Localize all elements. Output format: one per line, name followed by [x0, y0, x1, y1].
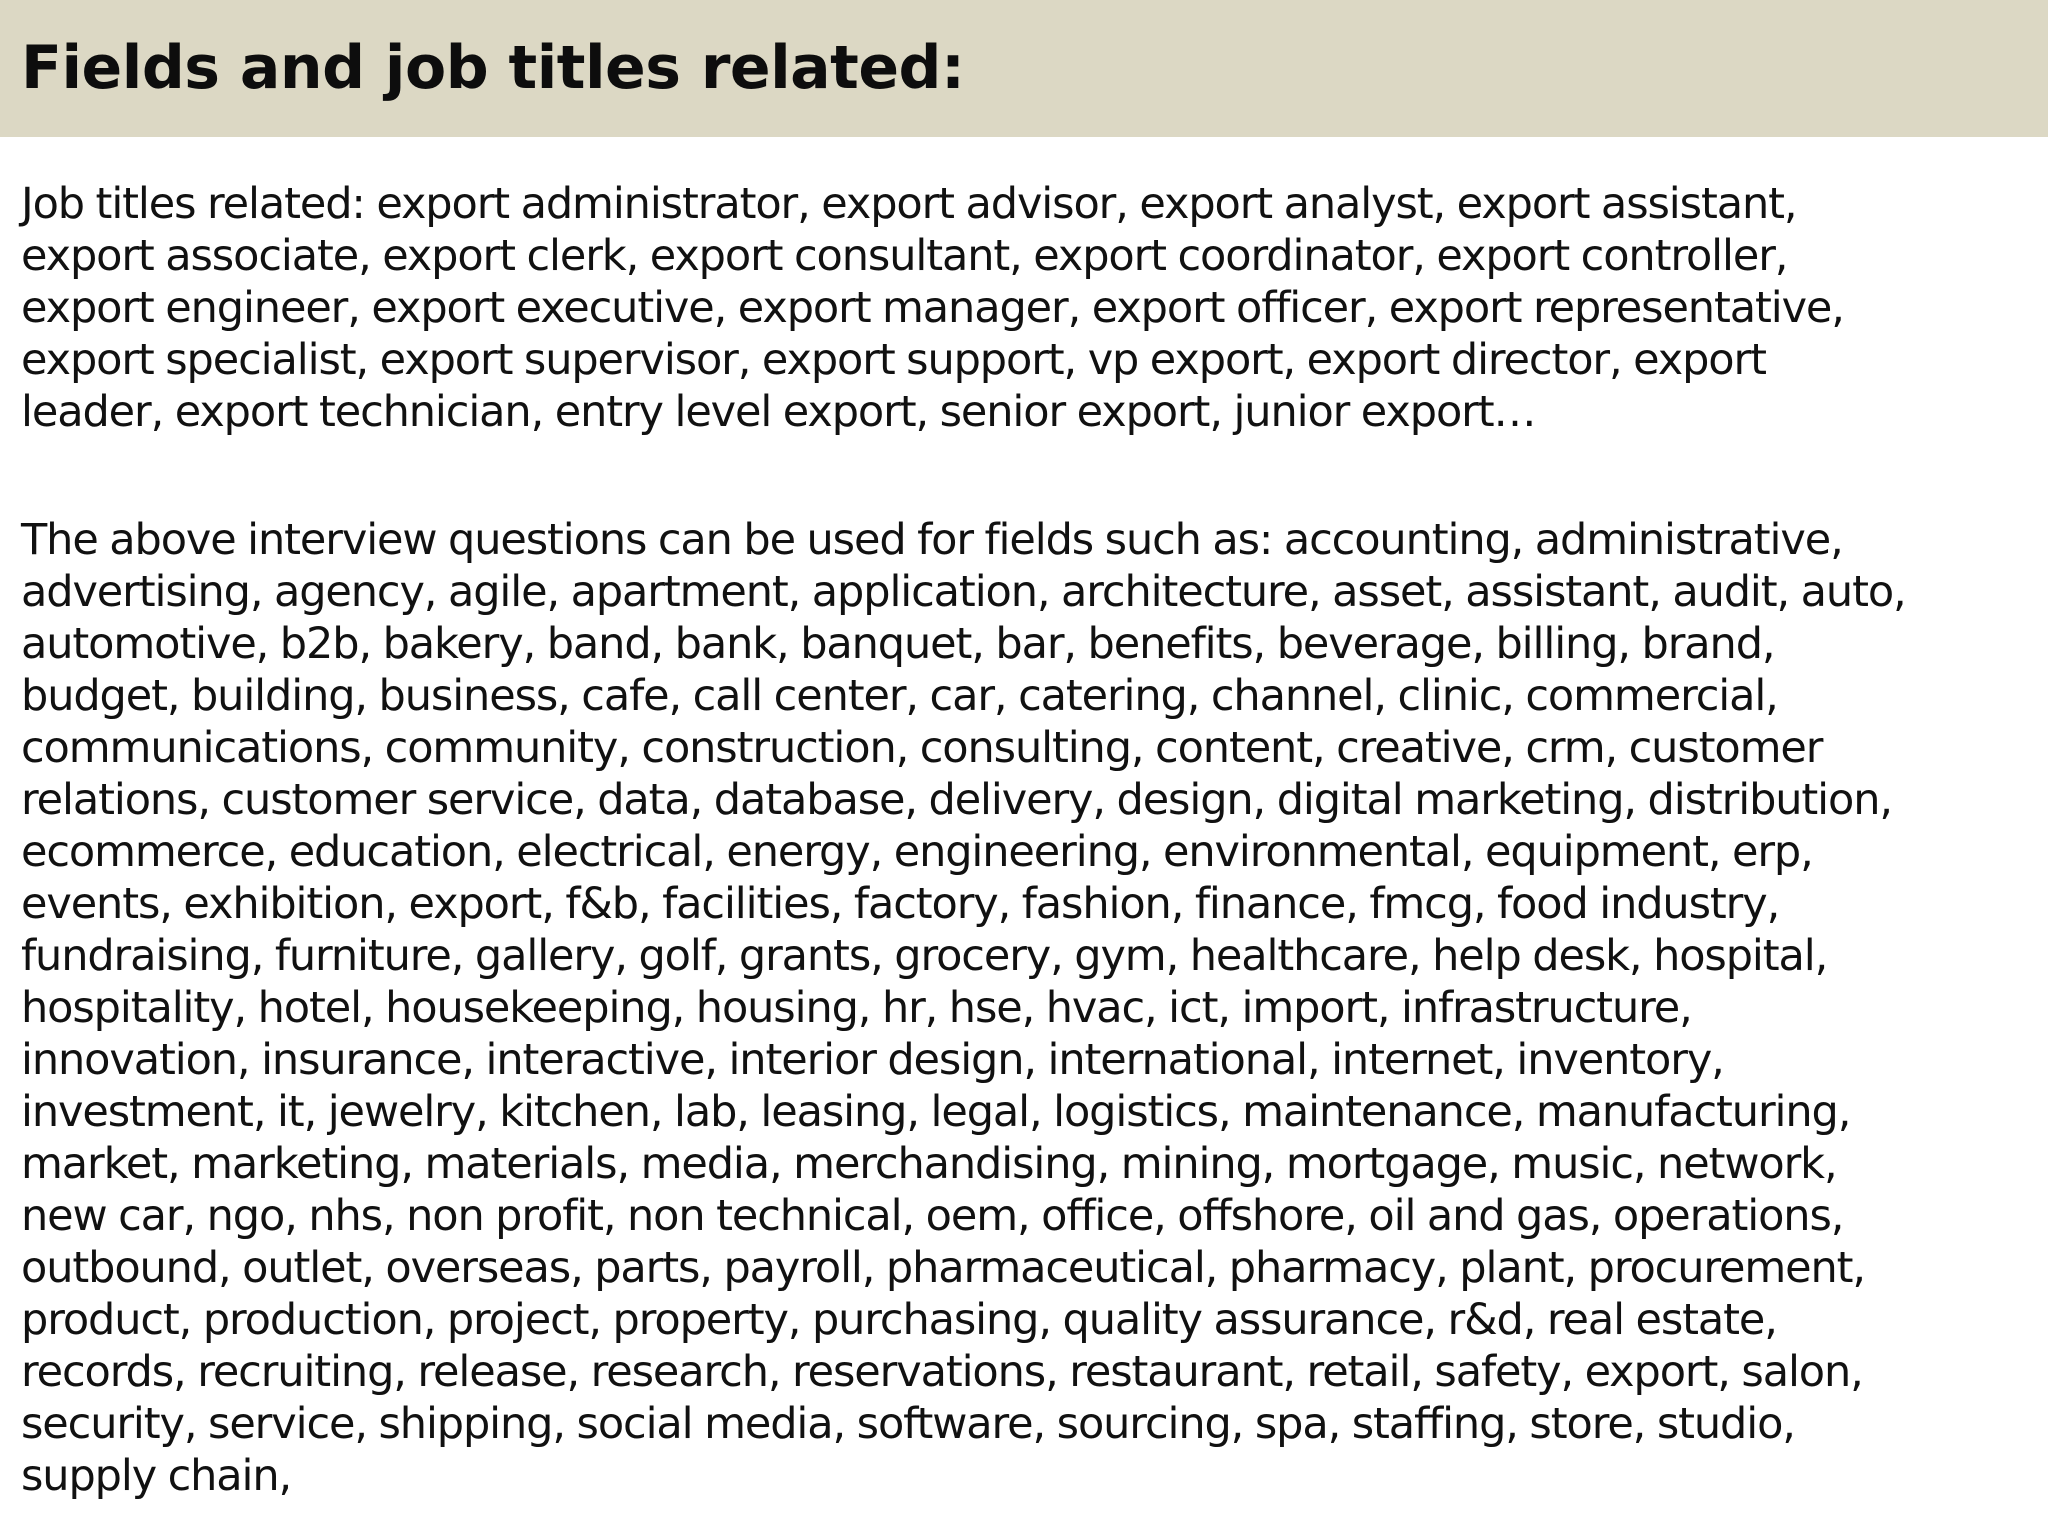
fields-paragraph: The above interview questions can be used for fields such as: accounting, administrative, advertising, agency, agile, apartment, application, architecture, asset, assistant, audit, auto, automotive, b2b, bakery, band, bank, banquet, bar, benefits, beverage, billing, brand, budget, building, business, cafe, call center, car, catering, channel, clinic, commercial, communications, community, construction, consulting, content, creative, crm, customer relations, customer service, data, database, delivery, design, digital marketing, distribution, ecommerce, education, electrical, energy, engineering, environmental, equipment, erp, events, exhibition, export, f&b, facilities, factory, fashion, finance, fmcg, food industry, fundraising, furniture, gallery, golf, grants, grocery, gym, healthcare, help desk, hospital, hospitality, hotel, housekeeping, housing, hr, hse, hvac, ict, import, infrastructure, innovation, insurance, interactive, interior design, international, internet, inventory, investment, it, jewelry, kitchen, lab, leasing, legal, logistics, maintenance, manufacturing, market, marketing, materials, media, merchandising, mining, mortgage, music, network, new car, ngo, nhs, non profit, non technical, oem, office, offshore, oil and gas, operations, outbound, outlet, overseas, parts, payroll, pharmaceutical, pharmacy, plant, procurement, product, production, project, property, purchasing, quality assurance, r&d, real estate, records, recruiting, release, research, reservations, restaurant, retail, safety, export, salon, security, service, shipping, social media, software, sourcing, spa, staffing, store, studio, supply chain,	[21, 515, 1906, 1501]
slide-title: Fields and job titles related:	[21, 33, 965, 103]
title-bar	[0, 0, 2048, 137]
job-titles-paragraph: Job titles related: export administrator, export advisor, export analyst, export assistant, export associate, export clerk, export consultant, export coordinator, export controller, export engineer, export executive, export manager, export officer, export representative, export specialist, export supervisor, export support, vp export, export director, export leader, export technician, entry level export, senior export, junior export…	[21, 179, 1844, 437]
